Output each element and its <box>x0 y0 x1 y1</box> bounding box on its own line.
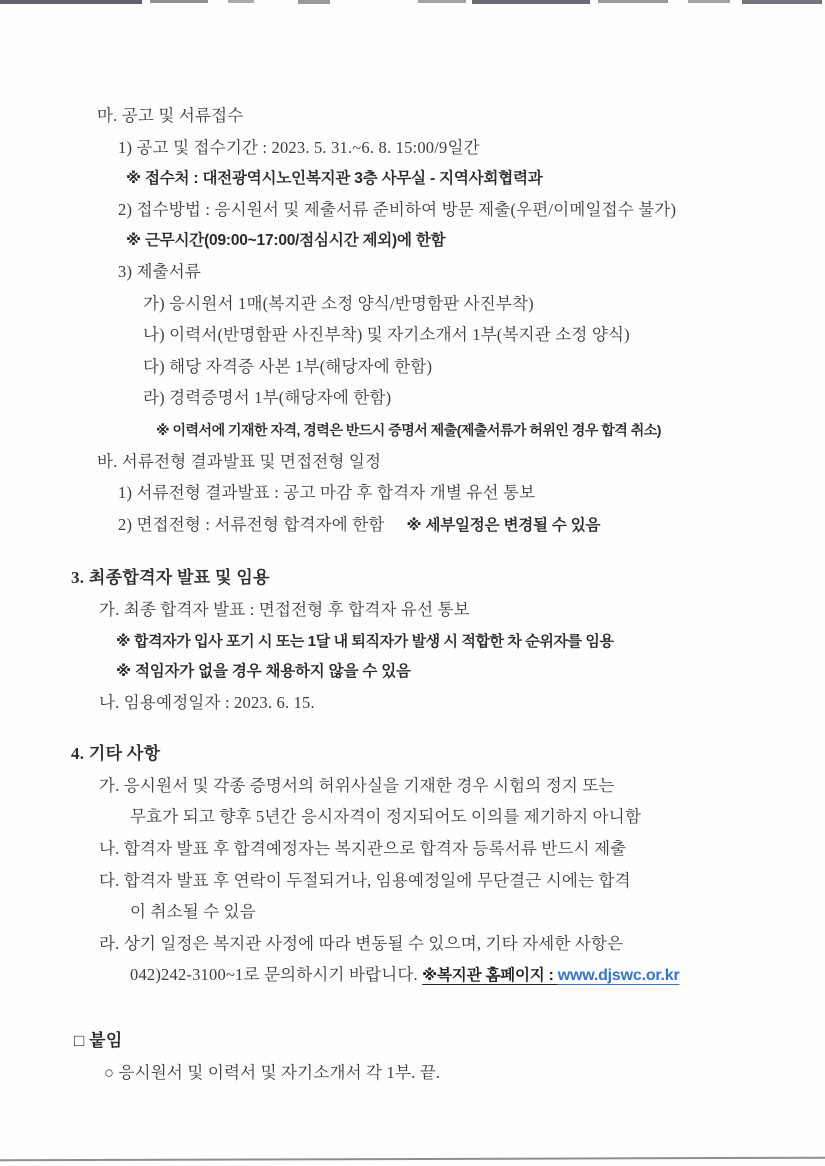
text-segment: 바. 서류전형 결과발표 및 면접전형 일정 <box>97 451 382 471</box>
text-segment: 마. 공고 및 서류접수 <box>97 106 244 125</box>
doc-line <box>0 1026 825 1058</box>
text-segment: ※ 합격자가 입사 포기 시 또는 1달 내 퇴직자가 발생 시 적합한 차 순위자를 임용 <box>116 632 614 650</box>
doc-line <box>0 415 825 447</box>
scan-artifact-segment <box>598 0 668 3</box>
text-segment: ※ 이력서에 기재한 자격, 경력은 반드시 증명서 제출(제출서류가 허위인 경우 합격 취소) <box>156 421 661 438</box>
text-segment: 3. 최종합격자 발표 및 임용 <box>71 568 270 588</box>
scan-artifact-segment <box>688 0 730 3</box>
scan-artifact-segment <box>298 0 330 4</box>
text-segment: 4. 기타 사항 <box>71 744 161 764</box>
doc-line <box>0 929 825 961</box>
scan-artifact-segment <box>742 0 822 4</box>
text-segment: 가) 응시원서 1매(복지관 소정 양식/반명함판 사진부착) <box>143 293 534 313</box>
text-segment: 나. 임용예정일자 : 2023. 6. 15. <box>99 692 315 712</box>
doc-line <box>0 960 825 992</box>
doc-line <box>0 101 825 133</box>
doc-line <box>0 478 825 510</box>
text-segment: 나. 합격자 발표 후 합격예정자는 복지관으로 합격자 등록서류 반드시 제출 <box>99 839 627 859</box>
text-segment: 가. 최종 합격자 발표 : 면접전형 후 합격자 유선 통보 <box>99 599 470 619</box>
text-segment: 이 취소될 수 있음 <box>130 902 256 922</box>
doc-line <box>0 739 825 771</box>
doc-line <box>0 289 825 321</box>
doc-line <box>0 866 825 898</box>
doc-line <box>0 383 825 415</box>
doc-line <box>0 897 825 929</box>
doc-line <box>0 352 825 384</box>
text-segment: ※복지관 홈페이지 : <box>422 967 558 985</box>
doc-line <box>0 257 825 289</box>
scan-artifact-segment <box>418 0 466 3</box>
text-segment: □ 붙임 <box>74 1031 123 1051</box>
text-segment: ※ 적임자가 없을 경우 채용하지 않을 수 있음 <box>116 663 411 681</box>
document-body <box>0 101 825 1089</box>
text-segment: 다) 해당 자격증 사본 1부(해당자에 한함) <box>143 356 433 376</box>
text-segment: 042)242-3100~1로 문의하시기 바랍니다. <box>130 965 423 985</box>
doc-line <box>0 771 825 803</box>
text-segment: 3) 제출서류 <box>118 261 202 281</box>
doc-line <box>0 1058 825 1090</box>
scan-artifact-segment <box>150 0 208 3</box>
text-segment: 다. 합격자 발표 후 연락이 두절되거나, 임용예정일에 무단결근 시에는 합격 <box>99 870 631 890</box>
doc-line <box>0 195 825 227</box>
text-segment: ○ 응시원서 및 이력서 및 자기소개서 각 1부. 끝. <box>104 1062 441 1082</box>
doc-line <box>0 802 825 834</box>
doc-line <box>0 834 825 866</box>
page-bottom-edge-line <box>0 1157 825 1161</box>
text-segment: 라) 경력증명서 1부(해당자에 한함) <box>143 388 392 408</box>
text-segment: 나) 이력서(반명함판 사진부착) 및 자기소개서 1부(복지관 소정 양식) <box>143 325 630 345</box>
scan-artifact-segment <box>228 0 254 3</box>
doc-line <box>0 320 825 352</box>
scan-artifact-segment <box>472 0 590 4</box>
doc-line <box>0 563 825 595</box>
doc-line <box>0 595 825 627</box>
doc-line <box>0 226 825 257</box>
text-segment: 가. 응시원서 및 각종 증명서의 허위사실을 기재한 경우 시험의 정지 또는 <box>99 775 615 795</box>
text-segment: 무효가 되고 향후 5년간 응시자격이 정지되어도 이의를 제기하지 아니함 <box>130 807 642 827</box>
website-link[interactable]: www.djswc.or.kr <box>557 967 680 985</box>
scan-artifact-segment <box>0 0 142 4</box>
doc-line <box>0 688 825 720</box>
doc-line <box>0 510 825 542</box>
text-segment: 라. 상기 일정은 복지관 사정에 따라 변동될 수 있으며, 기타 자세한 사항은 <box>99 933 624 953</box>
doc-line <box>0 627 825 658</box>
text-segment: ※ 세부일정은 변경될 수 있음 <box>406 516 601 534</box>
text-segment: 2) 접수방법 : 응시원서 및 제출서류 준비하여 방문 제출(우편/이메일접수 불가) <box>118 199 677 219</box>
doc-line <box>0 657 825 688</box>
text-segment: ※ 접수처 : 대전광역시노인복지관 3층 사무실 - 지역사회협력과 <box>126 170 543 188</box>
text-segment: ※ 근무시간(09:00~17:00/점심시간 제외)에 한함 <box>126 232 446 250</box>
text-segment: 2) 면접전형 : 서류전형 합격자에 한함 <box>118 514 385 534</box>
doc-line <box>0 164 825 195</box>
text-segment: 1) 서류전형 결과발표 : 공고 마감 후 합격자 개별 유선 통보 <box>118 483 536 503</box>
doc-line <box>0 447 825 479</box>
doc-line <box>0 133 825 165</box>
text-segment: 1) 공고 및 접수기간 : 2023. 5. 31.~6. 8. 15:00/9일간 <box>118 137 480 157</box>
